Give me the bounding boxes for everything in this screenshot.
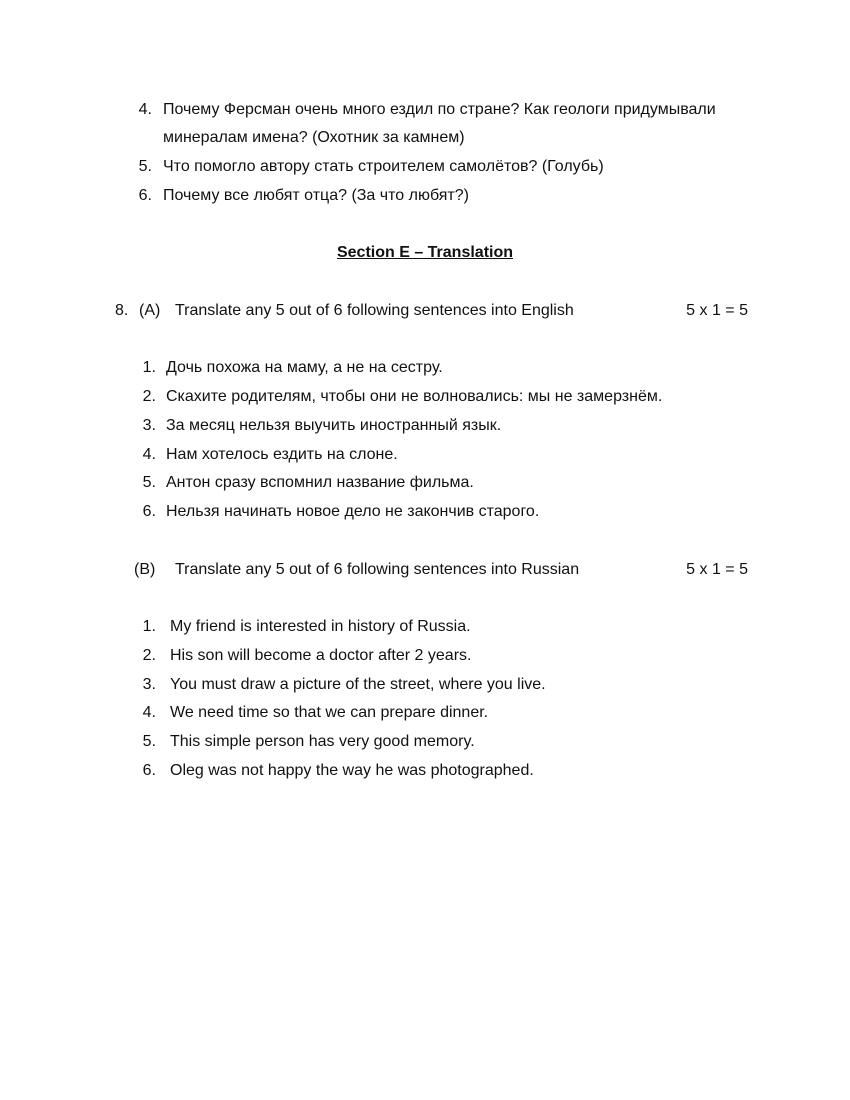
list-item-text: This simple person has very good memory. <box>170 733 475 750</box>
list-item-text: His son will become a doctor after 2 years. <box>170 647 472 664</box>
list-item-number: 2. <box>142 647 156 664</box>
part-b-marks: 5 x 1 = 5 <box>686 561 748 578</box>
part-a-marks: 5 x 1 = 5 <box>686 302 748 319</box>
list-item-text: Что помогло автору стать строителем самолётов? (Голубь) <box>163 158 604 175</box>
list-item-number: 3. <box>142 676 156 693</box>
list-item-number: 4. <box>142 446 156 463</box>
list-item-number: 6. <box>142 762 156 779</box>
list-item-number: 5. <box>142 733 156 750</box>
list-item-number: 4. <box>138 101 152 118</box>
list-item-text: My friend is interested in history of Russia. <box>170 618 471 635</box>
list-item-text: Дочь похожа на маму, а не на сестру. <box>166 359 443 376</box>
list-item-text: минералам имена? (Охотник за камнем) <box>163 129 465 146</box>
list-item-text: You must draw a picture of the street, where you live. <box>170 676 546 693</box>
list-item-text: Нам хотелось ездить на слоне. <box>166 446 398 463</box>
list-item-number: 3. <box>142 417 156 434</box>
list-item-text: Антон сразу вспомнил название фильма. <box>166 474 474 491</box>
list-item-text: Почему все любят отца? (За что любят?) <box>163 187 469 204</box>
part-b-instruction: Translate any 5 out of 6 following sentences into Russian <box>175 561 580 578</box>
question-number: 8. <box>115 302 129 319</box>
list-item-number: 4. <box>142 704 156 721</box>
part-a-label: (A) <box>139 302 161 319</box>
list-item-text: Oleg was not happy the way he was photographed. <box>170 762 534 779</box>
part-b-label: (B) <box>134 561 156 578</box>
list-item-number: 1. <box>142 618 156 635</box>
list-item-number: 2. <box>142 388 156 405</box>
list-item-number: 1. <box>142 359 156 376</box>
part-a-instruction: Translate any 5 out of 6 following sentences into English <box>175 302 574 319</box>
list-item-number: 6. <box>142 503 156 520</box>
list-item-text: Почему Ферсман очень много ездил по стране? Как геологи придумывали <box>163 101 716 118</box>
list-item-text: Скахите родителям, чтобы они не волновались: мы не замерзнём. <box>166 388 663 405</box>
list-item-text: Нельзя начинать новое дело не закончив старого. <box>166 503 540 520</box>
list-item-number: 5. <box>138 158 152 175</box>
list-item-number: 5. <box>142 474 156 491</box>
list-item-text: За месяц нельзя выучить иностранный язык. <box>166 417 502 434</box>
section-title: Section E – Translation <box>336 244 514 261</box>
list-item-text: We need time so that we can prepare dinner. <box>170 704 489 721</box>
list-item-number: 6. <box>138 187 152 204</box>
